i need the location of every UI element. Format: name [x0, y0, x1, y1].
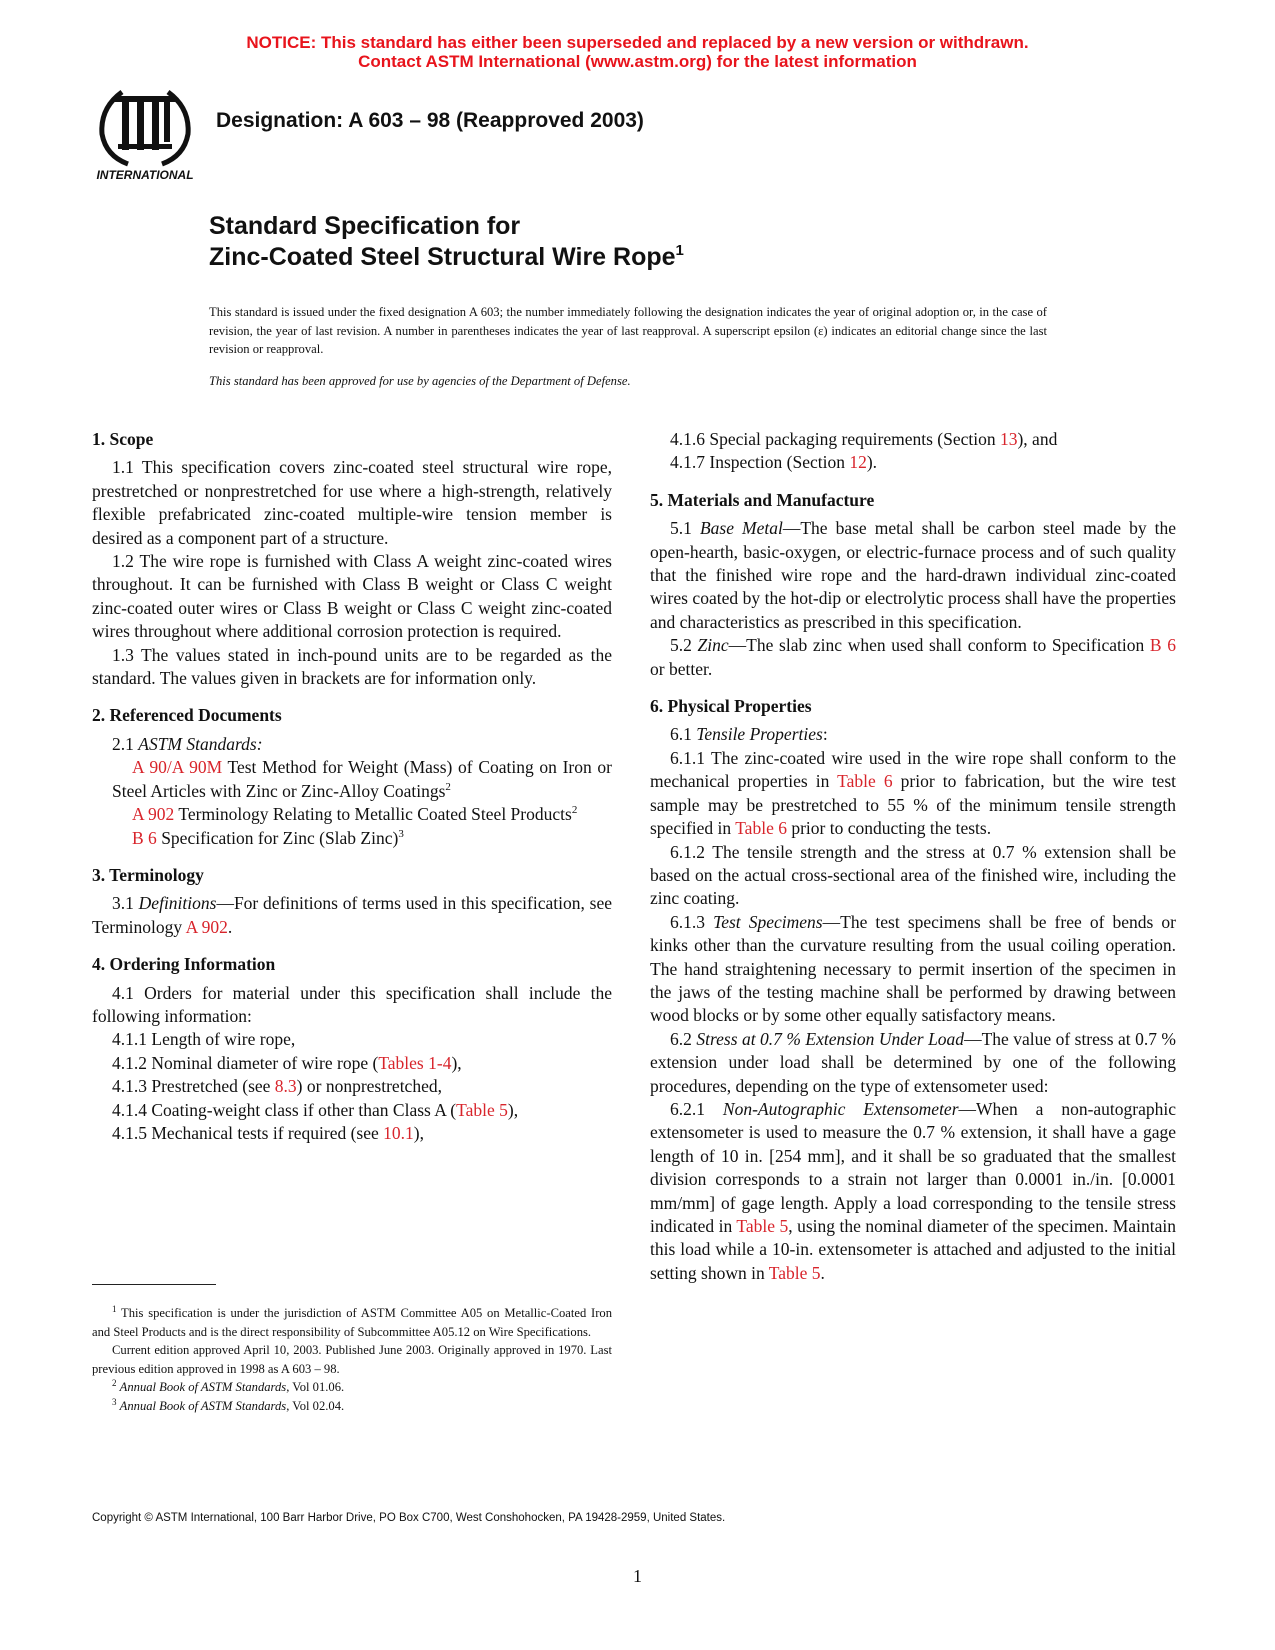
left-column: [92, 428, 612, 1145]
item-4-1-1: 4.1.1 Length of wire rope,: [112, 1029, 296, 1050]
copyright: Copyright © ASTM International, 100 Barr Harbor Drive, PO Box C700, West Conshohocken, PA 19428-2959, United States.: [92, 1512, 726, 1524]
logo-subtext: INTERNATIONAL: [96, 168, 194, 182]
reference-a90: A 90/A 90M Test Method for Weight (Mass) of Coating on Iron or Steel Articles with Zinc or Zinc-Alloy Coatings$^2$: [112, 757, 613, 801]
title-footnote-ref[interactable]: 1: [675, 242, 684, 259]
designation: Designation: A 603 – 98 (Reapproved 2003): [216, 109, 644, 132]
paragraph-5-2: 5.2 Zinc—The slab zinc when used shall conform to Specification B 6 or better.: [650, 635, 1177, 679]
paragraph-1-2: 1.2 The wire rope is furnished with Class A weight zinc-coated wires throughout. It can be furnished with Class B weight or Class C weight zinc-coated outer wires or Class B weight or Class C weight zinc-coated wires throughout where additional corrosion protection is required.: [92, 551, 612, 642]
link-tables-1-4[interactable]: Tables 1-4: [378, 1052, 452, 1073]
link-table-6-a[interactable]: Table 6: [837, 771, 893, 792]
link-section-12[interactable]: 12: [849, 452, 867, 473]
dod-note: This standard has been approved for use by agencies of the Department of Defense.: [209, 374, 631, 388]
item-4-1-3: 4.1.3 Prestretched (see 8.3) or nonprestretched,: [112, 1076, 442, 1097]
paragraph-6-1-2: 6.1.2 The tensile strength and the stress at 0.7 % extension shall be based on the actual cross-sectional area of the finished wire, including the zinc coating.: [650, 841, 1176, 909]
footnote-1-edition: Current edition approved April 10, 2003. Published June 2003. Originally approved in 1970. Last previous edition approved in 1998 as A 603 – 98.: [92, 1343, 612, 1376]
item-4-1-2: 4.1.2 Nominal diameter of wire rope (Tables 1-4),: [112, 1052, 462, 1073]
section-heading-physical-properties: 6. Physical Properties: [650, 696, 812, 717]
paragraph-5-1: 5.1 Base Metal—The base metal shall be carbon steel made by the open-hearth, basic-oxygen, or electric-furnace process and of such quality that the finished wire rope and the hard-drawn individual zinc-coated wires coated by the hot-dip or electrolytic process shall have the properties and characteristics as prescribed in this specification.: [650, 518, 1177, 632]
section-heading-ordering-information: 4. Ordering Information: [92, 954, 276, 975]
item-4-1-6: 4.1.6 Special packaging requirements (Section 13), and: [670, 429, 1058, 449]
link-a902[interactable]: A 902: [132, 804, 175, 825]
paragraph-4-1: 4.1 Orders for material under this specification shall include the following information:: [92, 982, 612, 1026]
link-table-6-b[interactable]: Table 6: [735, 818, 787, 839]
document-title: [209, 211, 684, 273]
issued-note: This standard is issued under the fixed designation A 603; the number immediately following the designation indicates the year of original adoption or, in the case of revision, the year of last revision. A number in parentheses indicates the year of last reapproval. A superscript epsilon (ε) indicates an editorial change since the last revision or reapproval.: [209, 305, 1047, 356]
section-heading-referenced-documents: 2. Referenced Documents: [92, 705, 282, 726]
item-4-1-7: 4.1.7 Inspection (Section 12).: [670, 452, 878, 473]
paragraph-1-1: 1.1 This specification covers zinc-coated steel structural wire rope, prestretched or nonprestretched for use where a high-strength, relatively flexible prefabricated zinc-coated multiple-wire tension member is desired as a component part of a structure.: [92, 457, 612, 548]
link-10-1[interactable]: 10.1: [383, 1122, 414, 1143]
paragraph-2-1: 2.1 ASTM Standards:: [112, 733, 263, 754]
item-4-1-4: 4.1.4 Coating-weight class if other than Class A (Table 5),: [112, 1099, 519, 1120]
link-a90[interactable]: A 90/A 90M: [132, 757, 223, 778]
page-number: 1: [633, 1566, 642, 1586]
section-heading-materials: 5. Materials and Manufacture: [650, 489, 875, 510]
paragraph-6-1-3: 6.1.3 Test Specimens—The test specimens shall be free of bends or kinks other than the curvature resulting from the usual coiling operation. The hand straightening necessary to permit insertion of the specimen in the jaws of the testing machine shall be performed by drawing between wood blocks or by some other equally satisfactory means.: [650, 911, 1176, 1026]
link-b6-zinc[interactable]: B 6: [1149, 635, 1177, 656]
paragraph-6-2-1: 6.2.1 Non-Autographic Extensometer—When a non-autographic extensometer is used to measure the 0.7 % extension, it shall have a gage length of 10 in. [254 mm], and it shall be so graduated that the smallest division corresponds to a strain not larger than 0.0001 in./in. [0.0001 mm/mm] of gage length. Apply a load corresponding to the tensile stress indicated in Table 5, using the nominal diameter of the specimen. Maintain this load while a 10-in. extensometer is attached and adjusted to the initial setting shown in Table 5.: [650, 1098, 1177, 1283]
notice-line-1: NOTICE: This standard has either been superseded and replaced by a new version or withdrawn.: [246, 33, 1029, 52]
right-column: [650, 428, 1176, 1285]
link-table-5-b[interactable]: Table 5: [768, 1262, 821, 1283]
reference-b6: B 6 Specification for Zinc (Slab Zinc)$^3$: [132, 827, 404, 848]
astm-logo: [92, 82, 198, 182]
link-b6[interactable]: B 6: [132, 827, 157, 848]
paragraph-1-3: 1.3 The values stated in inch-pound units are to be regarded as the standard. The values given in brackets are for information only.: [92, 644, 612, 689]
section-heading-terminology: 3. Terminology: [92, 864, 204, 885]
notice-line-2: Contact ASTM International (www.astm.org) for the latest information: [358, 52, 917, 71]
footnote-3: $^3$ Annual Book of ASTM Standards, Vol 02.04.: [112, 1396, 345, 1413]
paragraph-6-1-1: 6.1.1 The zinc-coated wire used in the wire rope shall conform to the mechanical properties in Table 6 prior to fabrication, but the wire test sample may be prestretched to 55 % of the minimum tensile strength specified in Table 6 prior to conducting the tests.: [650, 747, 1176, 839]
title-line-1: Standard Specification for: [209, 212, 521, 240]
footnotes: [92, 1304, 612, 1415]
footnote-divider: [92, 1284, 216, 1285]
link-table-5[interactable]: Table 5: [456, 1099, 508, 1120]
footnote-1: $^1$ This specification is under the jurisdiction of ASTM Committee A05 on Metallic-Coated Iron and Steel Products and is the direct responsibility of Subcommittee A05.12 on Wire Specifications.: [92, 1303, 613, 1339]
title-line-2: Zinc-Coated Steel Structural Wire Rope: [209, 243, 676, 271]
paragraph-6-1: 6.1 Tensile Properties:: [670, 724, 828, 745]
link-section-13[interactable]: 13: [999, 429, 1018, 449]
link-a902-terminology[interactable]: A 902: [185, 916, 228, 937]
reference-a902: A 902 Terminology Relating to Metallic Coated Steel Products$^2$: [132, 804, 578, 825]
link-table-5-a[interactable]: Table 5: [736, 1216, 789, 1236]
paragraph-6-2: 6.2 Stress at 0.7 % Extension Under Load—The value of stress at 0.7 % extension under load shall be determined by one of the following procedures, depending on the type of extensometer used:: [650, 1028, 1176, 1096]
withdrawal-notice: [0, 33, 1275, 71]
link-8-3[interactable]: 8.3: [274, 1076, 297, 1097]
paragraph-3-1: 3.1 Definitions—For definitions of terms used in this specification, see Terminology A 902.: [92, 893, 612, 937]
item-4-1-5: 4.1.5 Mechanical tests if required (see 10.1),: [112, 1122, 424, 1143]
section-heading-scope: 1. Scope: [92, 429, 154, 449]
footnote-2: $^2$ Annual Book of ASTM Standards, Vol 01.06.: [112, 1377, 345, 1394]
